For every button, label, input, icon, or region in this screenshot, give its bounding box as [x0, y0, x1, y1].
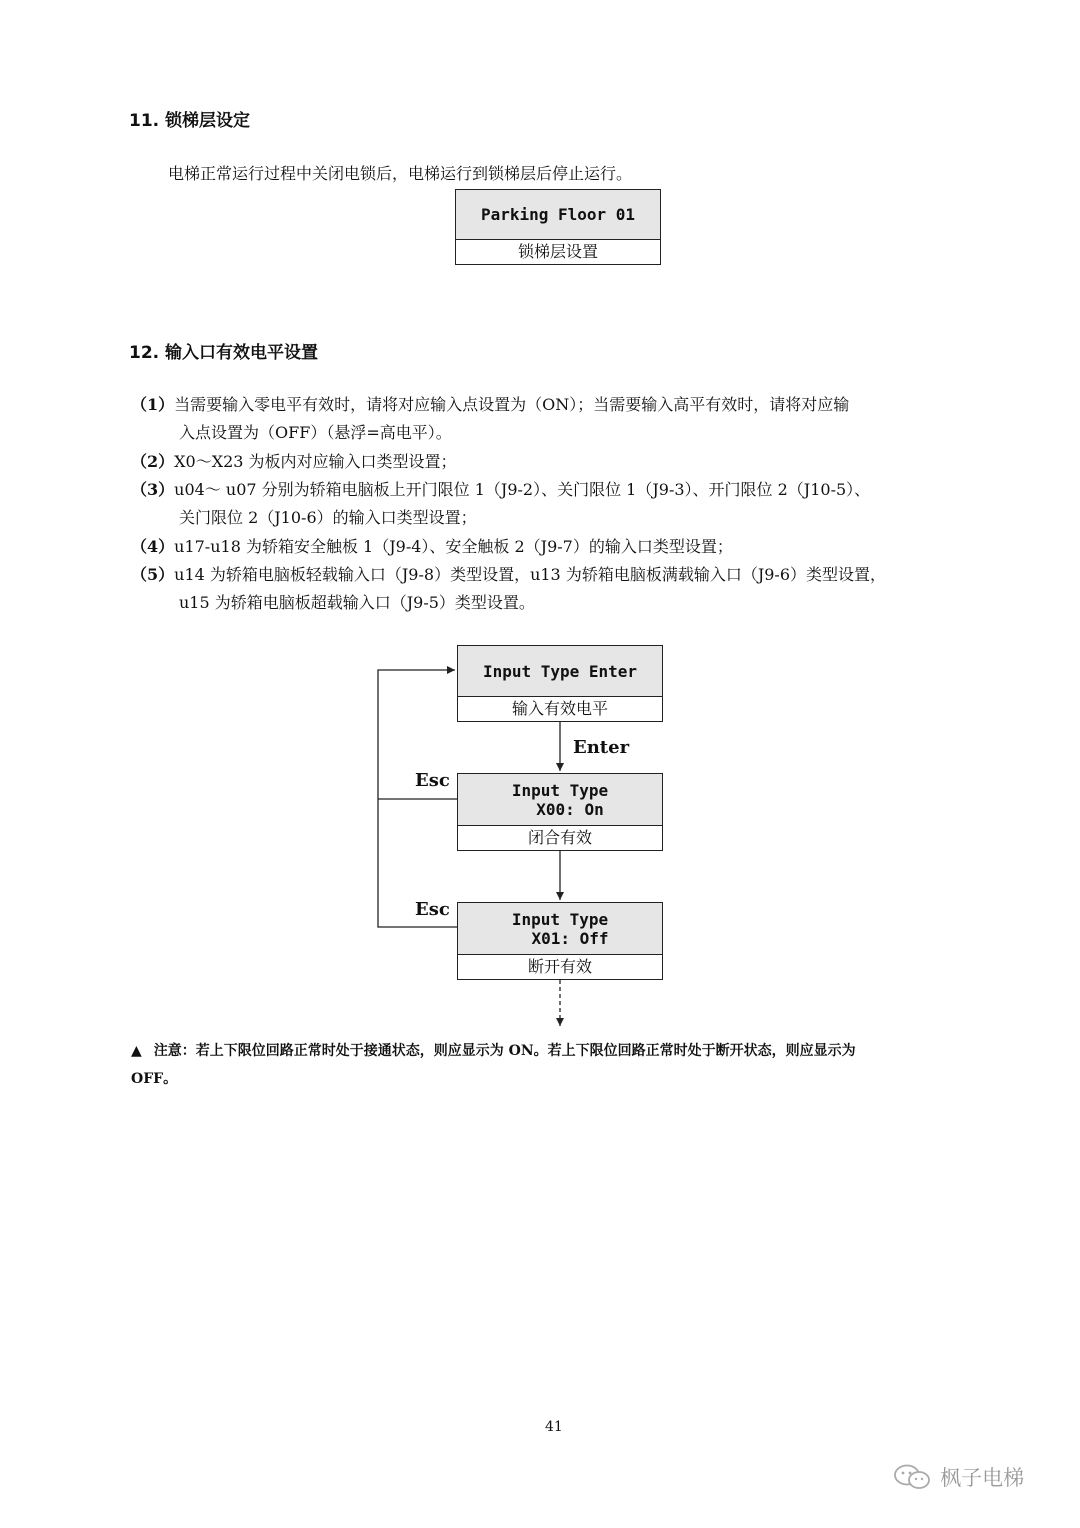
item-text: u04～ u07 分别为轿箱电脑板上开门限位 1（J9-2）、关门限位 1（J9-3）、开门限位 2（J10-5）、 [174, 480, 871, 499]
lcd-screen [458, 903, 662, 955]
item-text: 当需要输入零电平有效时，请将对应输入点设置为（ON）；当需要输入高平有效时，请将对应输 [174, 395, 850, 414]
chat-bubble-icon [893, 1464, 931, 1490]
lcd-screen [458, 774, 662, 826]
lcd-screen-text: Input Type Enter [482, 661, 638, 681]
lcd-caption: 断开有效 [527, 957, 592, 976]
lcd-caption: 输入有效电平 [511, 699, 608, 718]
item-number: （1） [131, 395, 175, 414]
esc-label: Esc [415, 770, 450, 791]
lcd-screen-text: Parking Floor 01 [480, 205, 636, 224]
enter-label: Enter [573, 737, 630, 758]
item-text-continued: 关门限位 2（J10-6）的输入口类型设置； [179, 508, 477, 527]
section-11-description: 电梯正常运行过程中关闭电锁后，电梯运行到锁梯层后停止运行。 [168, 164, 633, 183]
item-number: （3） [131, 480, 175, 499]
input-type-x00-lcd [457, 773, 663, 851]
watermark [893, 1462, 1024, 1492]
section-11-heading: 11. 锁梯层设定 [129, 111, 251, 131]
lcd-screen-line2: X00: On [536, 799, 604, 819]
item-text-continued: 入点设置为（OFF）（悬浮=高电平）。 [179, 423, 452, 442]
lcd-caption: 锁梯层设置 [517, 242, 598, 261]
item-text: X0～X23 为板内对应输入口类型设置； [174, 452, 457, 471]
lcd-screen [458, 646, 662, 697]
lcd-screen-line1: Input Type [511, 909, 609, 929]
item-number: （4） [131, 537, 175, 556]
item-text: u14 为轿箱电脑板轻载输入口（J9-8）类型设置，u13 为轿箱电脑板满载输入口（J9-6）类型设置， [174, 565, 887, 584]
input-type-enter-lcd [457, 645, 663, 722]
item-text: u17-u18 为轿箱安全触板 1（J9-4）、安全触板 2（J9-7）的输入口类型设置； [174, 537, 733, 556]
input-type-x01-lcd [457, 902, 663, 980]
note-text: 注意：若上下限位回路正常时处于接通状态，则应显示为 ON。若上下限位回路正常时处于断开状态，则应显示为 [153, 1043, 856, 1059]
lcd-screen-line2: X01: Off [531, 928, 609, 948]
lcd-caption: 闭合有效 [527, 828, 592, 847]
watermark-text: 枫子电梯 [940, 1466, 1025, 1490]
section-12-heading: 12. 输入口有效电平设置 [129, 343, 319, 363]
warning-triangle-icon: ▲ [131, 1043, 142, 1059]
item-number: （2） [131, 452, 175, 471]
item-number: （5） [131, 565, 175, 584]
item-text-continued: u15 为轿箱电脑板超载输入口（J9-5）类型设置。 [179, 593, 535, 612]
note [131, 1040, 856, 1060]
note-text-continued: OFF。 [131, 1071, 178, 1087]
lcd-screen-line1: Input Type [511, 780, 609, 800]
page-number: 41 [545, 1419, 563, 1435]
esc-label: Esc [415, 899, 450, 920]
esc-return-line [378, 670, 457, 927]
